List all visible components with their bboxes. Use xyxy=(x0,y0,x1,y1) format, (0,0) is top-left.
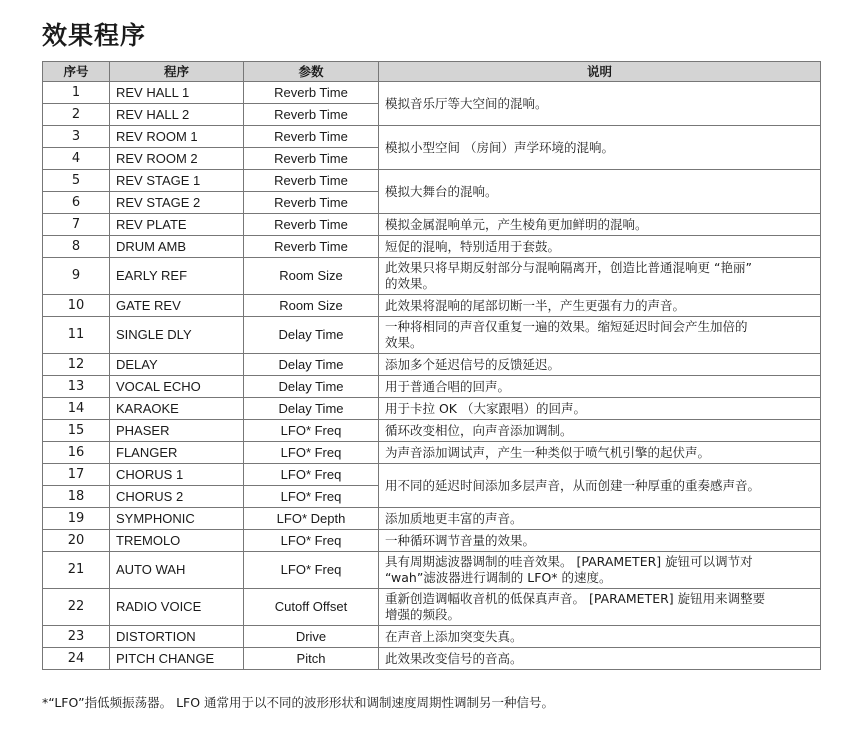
row-program: AUTO WAH xyxy=(110,552,244,589)
row-num: 24 xyxy=(43,648,110,670)
table-header-row xyxy=(43,62,821,82)
row-param: LFO* Freq xyxy=(244,420,379,442)
row-desc: 在声音上添加突变失真。 xyxy=(379,626,821,648)
row-program: DISTORTION xyxy=(110,626,244,648)
table-row xyxy=(43,552,821,589)
row-desc-line: 一种将相同的声音仅重复一遍的效果。缩短延迟时间会产生加倍的 xyxy=(385,319,748,334)
row-desc: 为声音添加调试声，产生一种类似于喷气机引擎的起伏声。 xyxy=(379,442,821,464)
page-title: 效果程序 xyxy=(42,21,147,50)
row-param: LFO* Freq xyxy=(244,464,379,486)
row-program: GATE REV xyxy=(110,295,244,317)
row-desc-line: 效果。 xyxy=(385,335,423,350)
row-param: Delay Time xyxy=(244,398,379,420)
row-program: DRUM AMB xyxy=(110,236,244,258)
row-param: Reverb Time xyxy=(244,82,379,104)
effects-table xyxy=(42,61,821,670)
table-row xyxy=(43,82,821,104)
row-desc: 用不同的延迟时间添加多层声音，从而创建一种厚重的重奏感声音。 xyxy=(379,464,821,508)
row-program: REV ROOM 1 xyxy=(110,126,244,148)
row-num: 23 xyxy=(43,626,110,648)
table-row xyxy=(43,648,821,670)
row-desc: 用于卡拉 OK （大家跟唱）的回声。 xyxy=(379,398,821,420)
row-param: Reverb Time xyxy=(244,192,379,214)
row-desc: 添加多个延迟信号的反馈延迟。 xyxy=(379,354,821,376)
row-desc-line: 重新创造调幅收音机的低保真声音。 [PARAMETER] 旋钮用来调整要 xyxy=(385,591,766,606)
table-row xyxy=(43,530,821,552)
footnote: *“LFO”指低频振荡器。 LFO 通常用于以不同的波形形状和调制速度周期性调制另一种信号。 xyxy=(42,695,555,710)
table-row xyxy=(43,626,821,648)
row-param: LFO* Freq xyxy=(244,442,379,464)
row-num: 12 xyxy=(43,354,110,376)
row-num: 15 xyxy=(43,420,110,442)
table-row xyxy=(43,214,821,236)
row-program: CHORUS 1 xyxy=(110,464,244,486)
row-desc: 此效果将混响的尾部切断一半，产生更强有力的声音。 xyxy=(379,295,821,317)
row-desc: 模拟金属混响单元，产生棱角更加鲜明的混响。 xyxy=(379,214,821,236)
row-program: REV STAGE 1 xyxy=(110,170,244,192)
row-num: 17 xyxy=(43,464,110,486)
row-desc: 添加质地更丰富的声音。 xyxy=(379,508,821,530)
row-desc xyxy=(379,552,821,589)
row-num: 10 xyxy=(43,295,110,317)
row-desc-line: “wah”滤波器进行调制的 LFO* 的速度。 xyxy=(385,570,612,585)
row-program: KARAOKE xyxy=(110,398,244,420)
row-param: Reverb Time xyxy=(244,214,379,236)
row-num: 13 xyxy=(43,376,110,398)
table-row xyxy=(43,508,821,530)
row-num: 19 xyxy=(43,508,110,530)
row-desc: 模拟大舞台的混响。 xyxy=(379,170,821,214)
row-program: FLANGER xyxy=(110,442,244,464)
row-param: Delay Time xyxy=(244,376,379,398)
row-param: Cutoff Offset xyxy=(244,589,379,626)
row-param: Reverb Time xyxy=(244,104,379,126)
row-num: 14 xyxy=(43,398,110,420)
row-param: Reverb Time xyxy=(244,148,379,170)
row-desc: 模拟音乐厅等大空间的混响。 xyxy=(379,82,821,126)
table-row xyxy=(43,170,821,192)
row-desc: 短促的混响，特别适用于套鼓。 xyxy=(379,236,821,258)
row-num: 3 xyxy=(43,126,110,148)
row-param: Pitch xyxy=(244,648,379,670)
row-program: PITCH CHANGE xyxy=(110,648,244,670)
row-program: REV PLATE xyxy=(110,214,244,236)
row-num: 6 xyxy=(43,192,110,214)
row-num: 2 xyxy=(43,104,110,126)
row-param: LFO* Freq xyxy=(244,552,379,589)
row-num: 8 xyxy=(43,236,110,258)
table-row xyxy=(43,589,821,626)
header-desc: 说明 xyxy=(379,62,821,82)
row-desc: 模拟小型空间 （房间）声学环境的混响。 xyxy=(379,126,821,170)
row-num: 18 xyxy=(43,486,110,508)
row-desc-line: 的效果。 xyxy=(385,276,436,291)
row-param: LFO* Freq xyxy=(244,486,379,508)
row-num: 9 xyxy=(43,258,110,295)
row-desc-line: 此效果只将早期反射部分与混响隔离开，创造比普通混响更 “艳丽” xyxy=(385,260,752,275)
row-program: CHORUS 2 xyxy=(110,486,244,508)
row-num: 7 xyxy=(43,214,110,236)
row-program: SINGLE DLY xyxy=(110,317,244,354)
table-row xyxy=(43,295,821,317)
row-desc: 循环改变相位，向声音添加调制。 xyxy=(379,420,821,442)
row-param: Room Size xyxy=(244,295,379,317)
row-desc xyxy=(379,589,821,626)
row-desc: 一种循环调节音量的效果。 xyxy=(379,530,821,552)
table-row xyxy=(43,126,821,148)
row-param: Room Size xyxy=(244,258,379,295)
table-row xyxy=(43,317,821,354)
row-param: LFO* Depth xyxy=(244,508,379,530)
header-program: 程序 xyxy=(110,62,244,82)
row-num: 21 xyxy=(43,552,110,589)
row-desc: 此效果改变信号的音高。 xyxy=(379,648,821,670)
row-num: 16 xyxy=(43,442,110,464)
row-program: REV HALL 1 xyxy=(110,82,244,104)
table-row xyxy=(43,258,821,295)
row-desc-line: 具有周期滤波器调制的哇音效果。 [PARAMETER] 旋钮可以调节对 xyxy=(385,554,753,569)
table-row xyxy=(43,420,821,442)
header-num: 序号 xyxy=(43,62,110,82)
row-num: 1 xyxy=(43,82,110,104)
row-program: RADIO VOICE xyxy=(110,589,244,626)
table-row xyxy=(43,354,821,376)
row-program: REV STAGE 2 xyxy=(110,192,244,214)
row-num: 11 xyxy=(43,317,110,354)
row-param: LFO* Freq xyxy=(244,530,379,552)
row-program: PHASER xyxy=(110,420,244,442)
row-desc: 用于普通合唱的回声。 xyxy=(379,376,821,398)
row-program: REV HALL 2 xyxy=(110,104,244,126)
row-desc xyxy=(379,317,821,354)
row-program: TREMOLO xyxy=(110,530,244,552)
row-param: Delay Time xyxy=(244,354,379,376)
row-num: 20 xyxy=(43,530,110,552)
table-row xyxy=(43,442,821,464)
row-param: Reverb Time xyxy=(244,170,379,192)
row-program: SYMPHONIC xyxy=(110,508,244,530)
row-program: VOCAL ECHO xyxy=(110,376,244,398)
row-param: Reverb Time xyxy=(244,236,379,258)
table-row xyxy=(43,464,821,486)
row-program: DELAY xyxy=(110,354,244,376)
table-row xyxy=(43,376,821,398)
row-desc xyxy=(379,258,821,295)
row-param: Reverb Time xyxy=(244,126,379,148)
row-num: 22 xyxy=(43,589,110,626)
row-program: REV ROOM 2 xyxy=(110,148,244,170)
row-num: 4 xyxy=(43,148,110,170)
row-num: 5 xyxy=(43,170,110,192)
row-param: Delay Time xyxy=(244,317,379,354)
row-program: EARLY REF xyxy=(110,258,244,295)
row-desc-line: 增强的频段。 xyxy=(385,607,461,622)
header-param: 参数 xyxy=(244,62,379,82)
row-param: Drive xyxy=(244,626,379,648)
table-row xyxy=(43,398,821,420)
table-row xyxy=(43,236,821,258)
